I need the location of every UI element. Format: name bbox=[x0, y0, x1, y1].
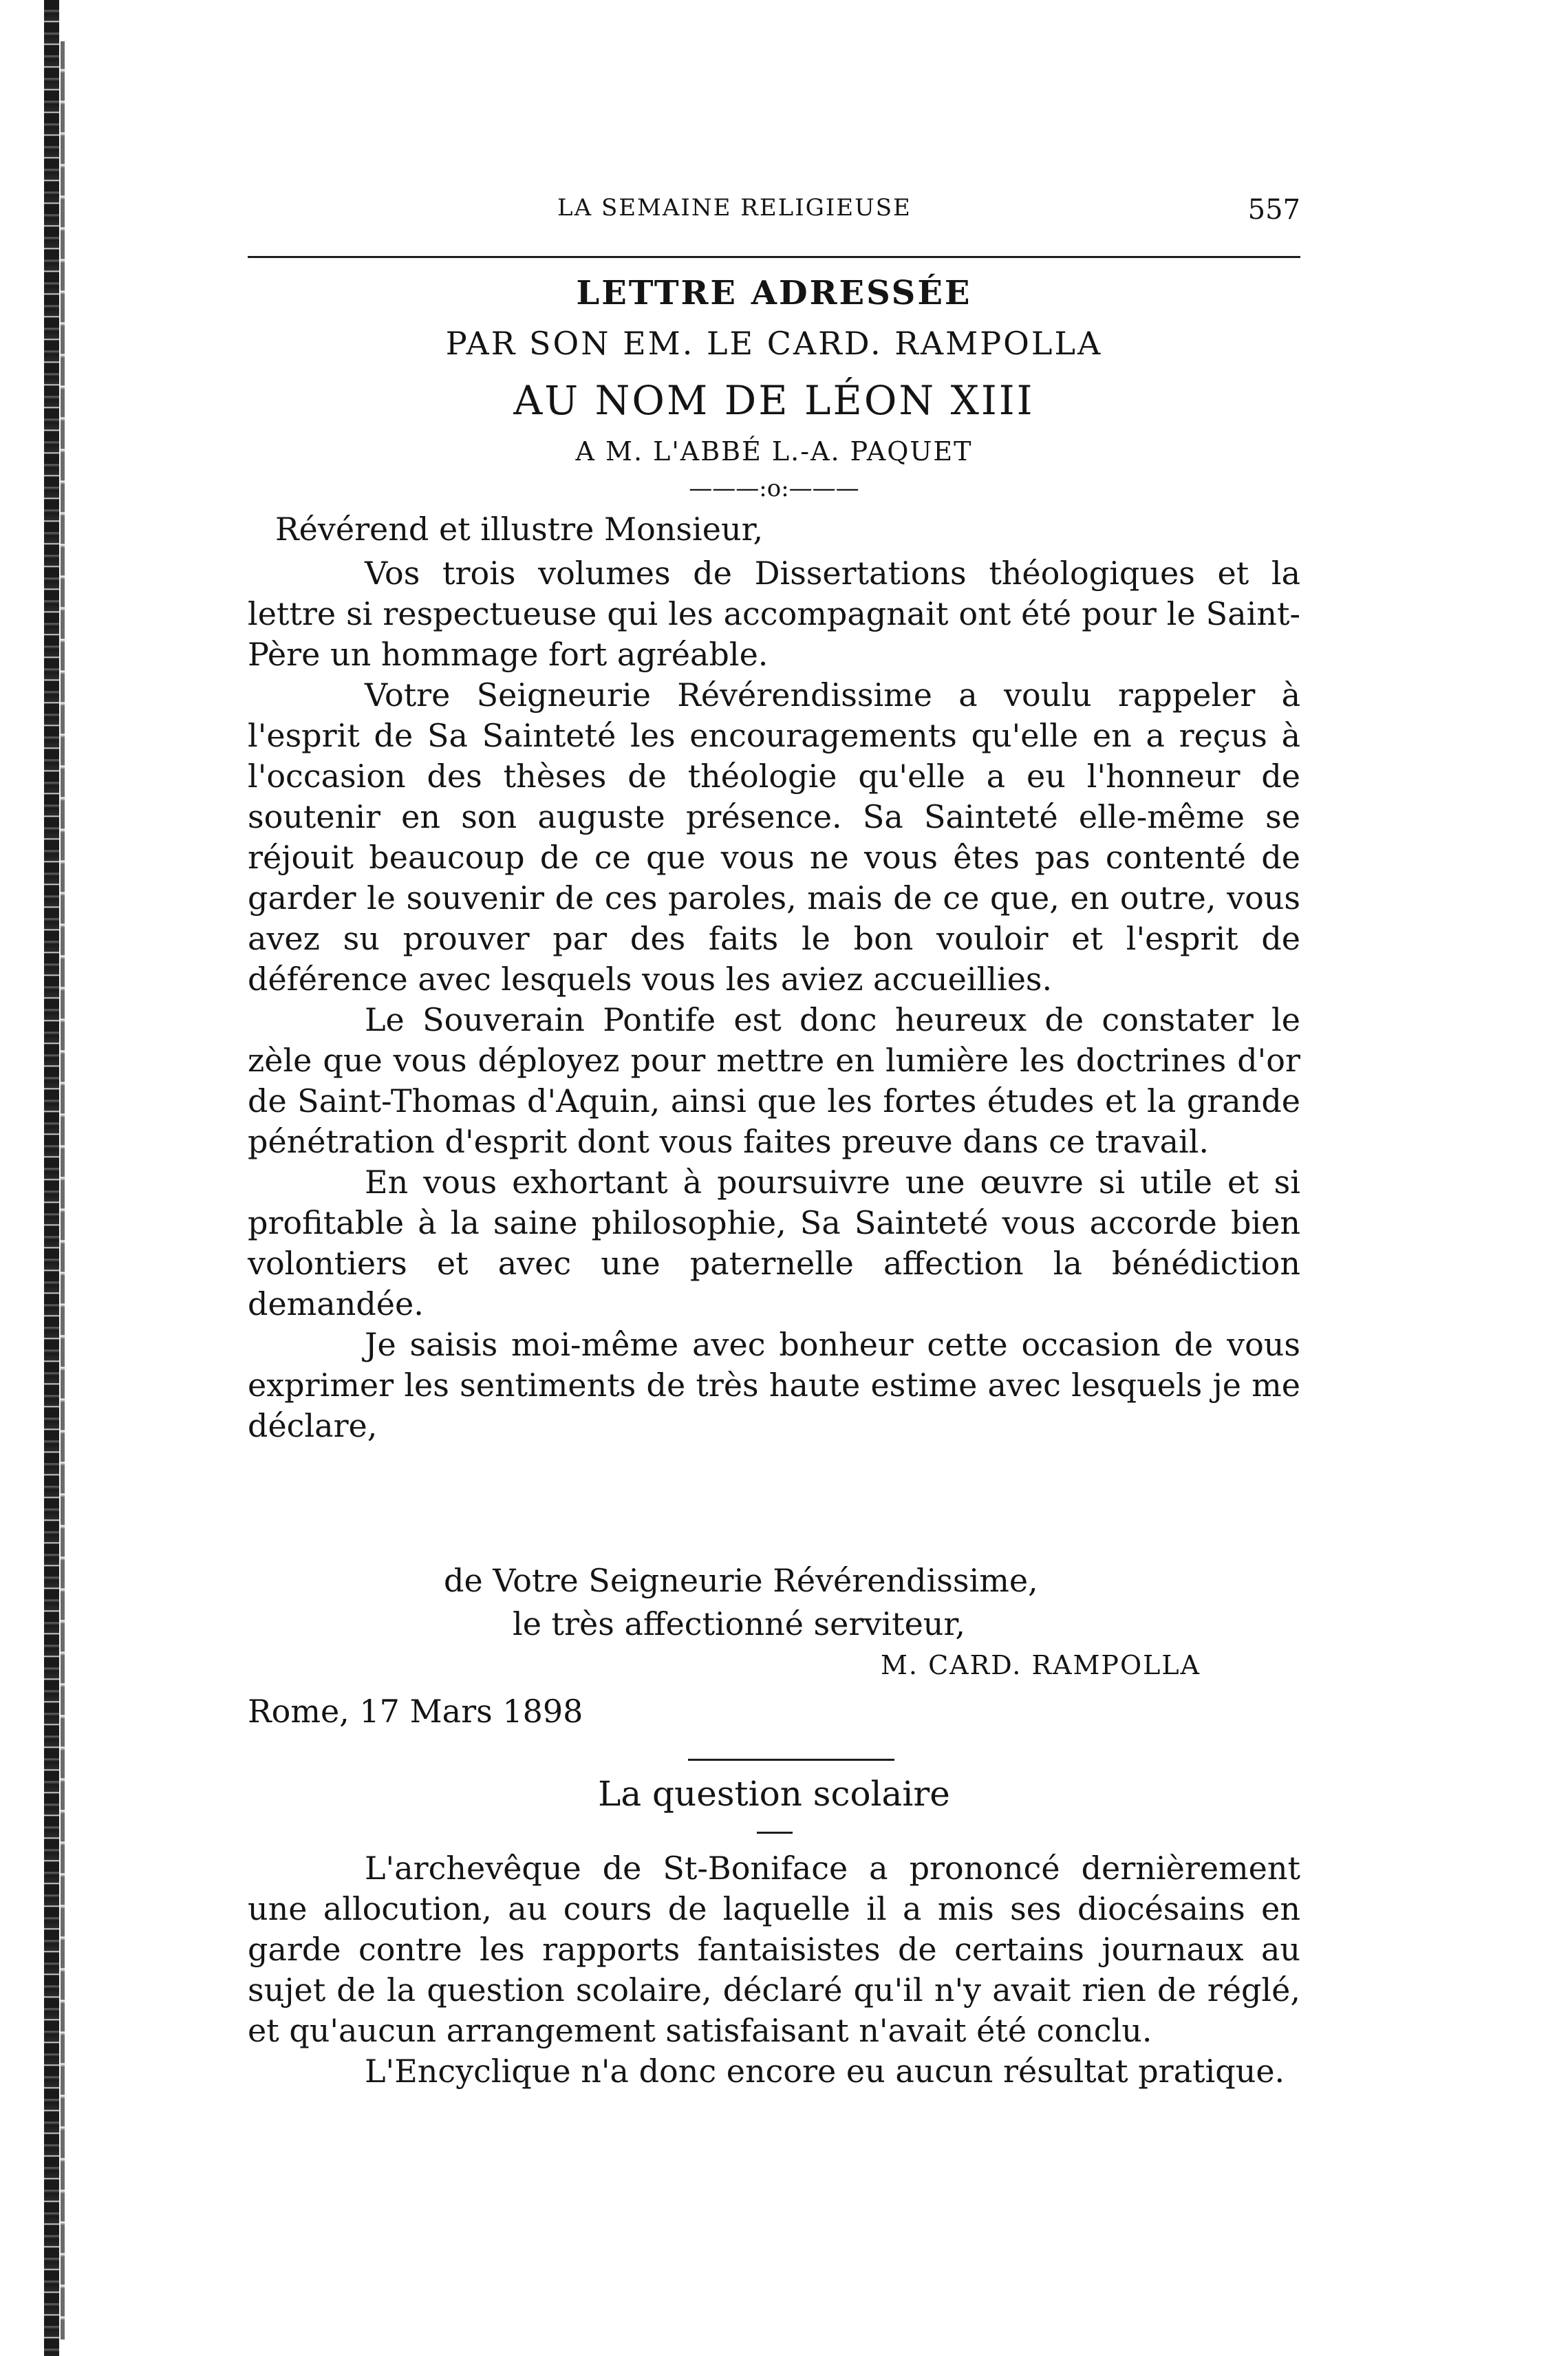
section-title-dash bbox=[757, 1832, 793, 1834]
book-page bbox=[248, 0, 1300, 2356]
letter-body bbox=[248, 553, 1300, 1446]
scan-binding-edge bbox=[44, 0, 59, 2356]
letter-dateline: Rome, 17 Mars 1898 bbox=[248, 1693, 583, 1730]
letter-salutation: Révérend et illustre Monsieur, bbox=[275, 511, 764, 548]
heading-separator: ———:o:——— bbox=[689, 475, 859, 502]
letter-heading-title: LETTRE ADRESSÉE bbox=[576, 274, 972, 312]
running-head-title: LA SEMAINE RELIGIEUSE bbox=[557, 194, 912, 222]
letter-heading-recipient: A M. L'ABBÉ L.-A. PAQUET bbox=[575, 436, 973, 467]
letter-signature: M. CARD. RAMPOLLA bbox=[881, 1650, 1201, 1680]
letter-paragraph: En vous exhortant à poursuivre une œuvre si utile et si profitable à la saine philosophie, Sa Sainteté vous accorde bien volontiers et avec une paternelle affection la bénédiction demandée. bbox=[248, 1164, 1300, 1322]
section-body bbox=[248, 1848, 1300, 2092]
section-title: La question scolaire bbox=[598, 1774, 950, 1814]
letter-paragraph: Votre Seigneurie Révérendissime a voulu rappeler à l'esprit de Sa Sainteté les encouragements qu'elle en a reçus à l'occasion des thèses de théologie qu'elle a eu l'honneur de soutenir en son auguste présence. Sa Sainteté elle-même se réjouit beaucoup de ce que vous ne vous êtes pas contenté de garder le souvenir de ces paroles, mais de ce que, en outre, vous avez su prouver par des faits le bon vouloir et l'esprit de déférence avec lesquels vous les aviez accueillies. bbox=[248, 676, 1300, 998]
scan-binding-shadow bbox=[61, 41, 65, 2339]
section-rule bbox=[688, 1759, 894, 1761]
page-number: 557 bbox=[1247, 194, 1300, 226]
section-paragraph: L'Encyclique n'a donc encore eu aucun résultat pratique. bbox=[365, 2053, 1285, 2090]
letter-paragraph: Le Souverain Pontife est donc heureux de constater le zèle que vous déployez pour mettre en lumière les doctrines d'or de Saint-Thomas d'Aquin, ainsi que les fortes études et la grande pénétration d'esprit dont vous faites preuve dans ce travail. bbox=[248, 1001, 1300, 1160]
letter-closing-line-2: le très affectionné serviteur, bbox=[513, 1605, 965, 1642]
letter-heading-author: PAR SON EM. LE CARD. RAMPOLLA bbox=[445, 325, 1103, 362]
header-rule bbox=[248, 256, 1300, 258]
letter-heading-pope: AU NOM DE LÉON XIII bbox=[513, 377, 1035, 424]
letter-closing-line-1: de Votre Seigneurie Révérendissime, bbox=[444, 1562, 1038, 1599]
letter-paragraph: Je saisis moi-même avec bonheur cette occasion de vous exprimer les sentiments de très haute estime avec lesquels je me déclare, bbox=[248, 1326, 1300, 1444]
letter-paragraph: Vos trois volumes de Dissertations théologiques et la lettre si respectueuse qui les accompagnait ont été pour le Saint-Père un hommage fort agréable. bbox=[248, 555, 1300, 673]
section-paragraph: L'archevêque de St-Boniface a prononcé dernièrement une allocution, au cours de laquelle il a mis ses diocésains en garde contre les rapports fantaisistes de certains journaux au sujet de la question scolaire, déclaré qu'il n'y avait rien de réglé, et qu'aucun arrangement satisfaisant n'avait été conclu. bbox=[248, 1850, 1300, 2049]
running-head bbox=[248, 194, 1300, 235]
